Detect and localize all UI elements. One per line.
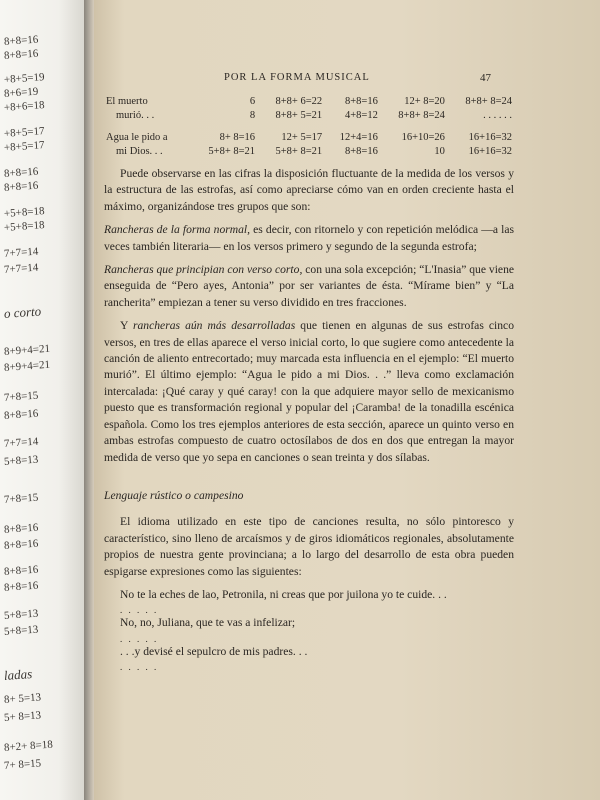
- count-cell: 12+ 8=20: [404, 95, 445, 107]
- emphasis: Rancheras que principian con verso corto,: [104, 263, 303, 277]
- left-facing-page: [0, 0, 84, 800]
- left-page-line: 8+8=16: [3, 563, 39, 578]
- left-page-heading: ladas: [3, 666, 33, 683]
- paragraph: [104, 222, 514, 255]
- left-page-line: 8+9+4=21: [3, 342, 51, 358]
- book-page: [94, 0, 600, 800]
- paragraph-text: es decir, con ritornelo y con repetición melódica —a las veces también literaria— en los versos primero y segundo de la segunda estrofa;: [104, 223, 514, 253]
- left-page-line: 8+9+4=21: [3, 358, 51, 374]
- paragraph-text: con una sola excepción; “L'Inasia” que viene enseguida de “Pero ayes, Antonia” por ser variantes de ésta. “Mírame bien” y “La rancherita” empiezan a tener su verso dividido en tres fracciones.: [104, 263, 515, 309]
- count-cell: 4+8=12: [345, 109, 378, 121]
- left-page-line: 8+8=16: [3, 165, 39, 180]
- left-page-line: 8+2+ 8=18: [3, 738, 54, 754]
- paragraph-text: que tienen en algunas de sus estrofas cinco versos, en tres de ellas aparece el verso inicial corto, lo que sugiere como antecedente la canción de aliento entrecortado; muy marcada esta influencia en el ejemplo: “El muerto murió”. El último ejemplo: “Agua le pido a mi Dios. . .” lleva como exclamación intercalada: ¡Qué caray y qué caray! con la que adquiere mayor sello de mexicanismo puesto que es transformación regional y popular del ¡Caramba! de la tonadilla escénica española. Como los tres ejemplos anteriores de esta sección, aparece un quinto verso en ambas estrofas compuesto de cuatro octosílabos de dos en dos que entregan la mayor medida de verso que yo sepa en canciones o sean treinta y dos sílabas.: [104, 319, 514, 464]
- left-page-line: +8+6=18: [3, 99, 45, 114]
- emphasis: Rancheras de la forma normal,: [104, 223, 251, 237]
- count-cell: 16+10=26: [401, 131, 445, 143]
- count-cell: 8+8=16: [345, 145, 378, 157]
- paragraph: [104, 262, 514, 311]
- left-page-line: 5+8=13: [3, 623, 39, 638]
- table-row: [104, 144, 514, 158]
- table-row: [104, 108, 514, 122]
- table-row: [104, 130, 514, 144]
- count-cell: 8+8=16: [345, 95, 378, 107]
- emphasis: rancheras aún más desarrolladas: [133, 319, 296, 333]
- paragraph: [104, 318, 514, 466]
- page-number: 47: [480, 72, 491, 84]
- left-page-line: 8+8=16: [3, 521, 39, 536]
- left-page-line: 5+8=13: [3, 453, 39, 468]
- left-page-line: 8+8=16: [3, 407, 39, 422]
- section-title: Lenguaje rústico o campesino: [104, 488, 244, 502]
- paragraph: Puede observarse en las cifras la disposición fluctuante de la medida de los versos y la estructura de las estrofas, así como apreciarse cómo van en orden creciente hasta el máximo, organizándose tres grupos que son:: [104, 167, 514, 213]
- left-page-line: +8+5=19: [3, 71, 45, 86]
- count-cell: 10: [434, 145, 445, 157]
- count-cell: . . . . . .: [483, 109, 512, 121]
- left-page-line: 5+ 8=13: [3, 709, 42, 724]
- left-page-line: 7+8=15: [3, 389, 39, 404]
- left-page-line: 7+7=14: [3, 261, 39, 276]
- song-title-cell: El muerto: [106, 95, 148, 107]
- count-cell: 8+8+ 8=24: [465, 95, 512, 107]
- left-page-line: 5+8=13: [3, 607, 39, 622]
- song-title-cell: mi Dios. . .: [116, 145, 163, 157]
- left-page-line: 7+7=14: [3, 245, 39, 260]
- left-page-line: +5+8=18: [3, 205, 45, 220]
- count-cell: 8+8+ 5=21: [275, 109, 323, 121]
- running-head: POR LA FORMA MUSICAL: [224, 72, 370, 83]
- count-cell: 5+8+ 8=21: [275, 145, 323, 157]
- count-cell: 12+ 5=17: [281, 131, 323, 143]
- ellipsis-line: . . . . .: [120, 662, 159, 673]
- left-page-line: 7+8=15: [3, 491, 39, 506]
- quote-line: No, no, Juliana, que te vas a infelizar;: [120, 616, 296, 630]
- table-spacer-row: [104, 122, 514, 130]
- left-page-line: 8+8=16: [3, 179, 39, 194]
- count-cell: 5+8+ 8=21: [208, 145, 256, 157]
- left-page-line: 8+8=16: [3, 579, 39, 594]
- count-cell: 8: [249, 109, 256, 121]
- ellipsis-line: . . . . .: [120, 605, 159, 616]
- left-page-line: +8+5=17: [3, 125, 45, 140]
- ellipsis-line: . . . . .: [120, 633, 159, 644]
- left-page-line: 8+8=16: [3, 47, 39, 62]
- count-cell: 12+4=16: [339, 131, 378, 143]
- left-page-line: 8+8=16: [3, 33, 39, 48]
- syllable-count-table: [104, 94, 514, 158]
- quote-line: No te la eches de lao, Petronila, ni creas que por juilona yo te cuide. . .: [120, 587, 447, 601]
- song-title-cell: Agua le pido a: [106, 131, 168, 143]
- left-page-line: 8+ 5=13: [3, 691, 42, 706]
- left-page-line: 7+ 8=15: [3, 757, 42, 772]
- count-cell: 8+8+ 8=24: [398, 109, 445, 121]
- count-cell: 6: [249, 95, 256, 107]
- count-cell: 8+ 8=16: [219, 131, 256, 143]
- paragraph: El idioma utilizado en este tipo de canciones resulta, no sólo pintoresco y característico, sino lleno de arcaísmos y de giros idiomáticos regionales, absolutamente propios de nuestra gente provinciana; a lo largo del desarrollo de esta obra pueden espigarse expresiones como las siguientes:: [104, 515, 514, 578]
- song-title-cell: murió. . .: [116, 109, 155, 121]
- left-page-line: 8+6=19: [3, 85, 39, 100]
- left-page-line: 8+8=16: [3, 537, 39, 552]
- left-page-heading: o corto: [3, 303, 42, 321]
- count-cell: 16+16=32: [468, 131, 512, 143]
- left-page-line: 7+7=14: [3, 435, 39, 450]
- table-row: [104, 94, 514, 108]
- quote-line: . . .y devisé el sepulcro de mis padres. . .: [120, 644, 308, 658]
- book-gutter: [84, 0, 94, 800]
- count-cell: 8+8+ 6=22: [275, 95, 323, 107]
- body-text: [104, 166, 514, 672]
- left-page-line: +5+8=18: [3, 219, 45, 234]
- count-cell: 16+16=32: [468, 145, 512, 157]
- left-page-line: +8+5=17: [3, 139, 45, 154]
- paragraph-text: Y: [120, 319, 133, 333]
